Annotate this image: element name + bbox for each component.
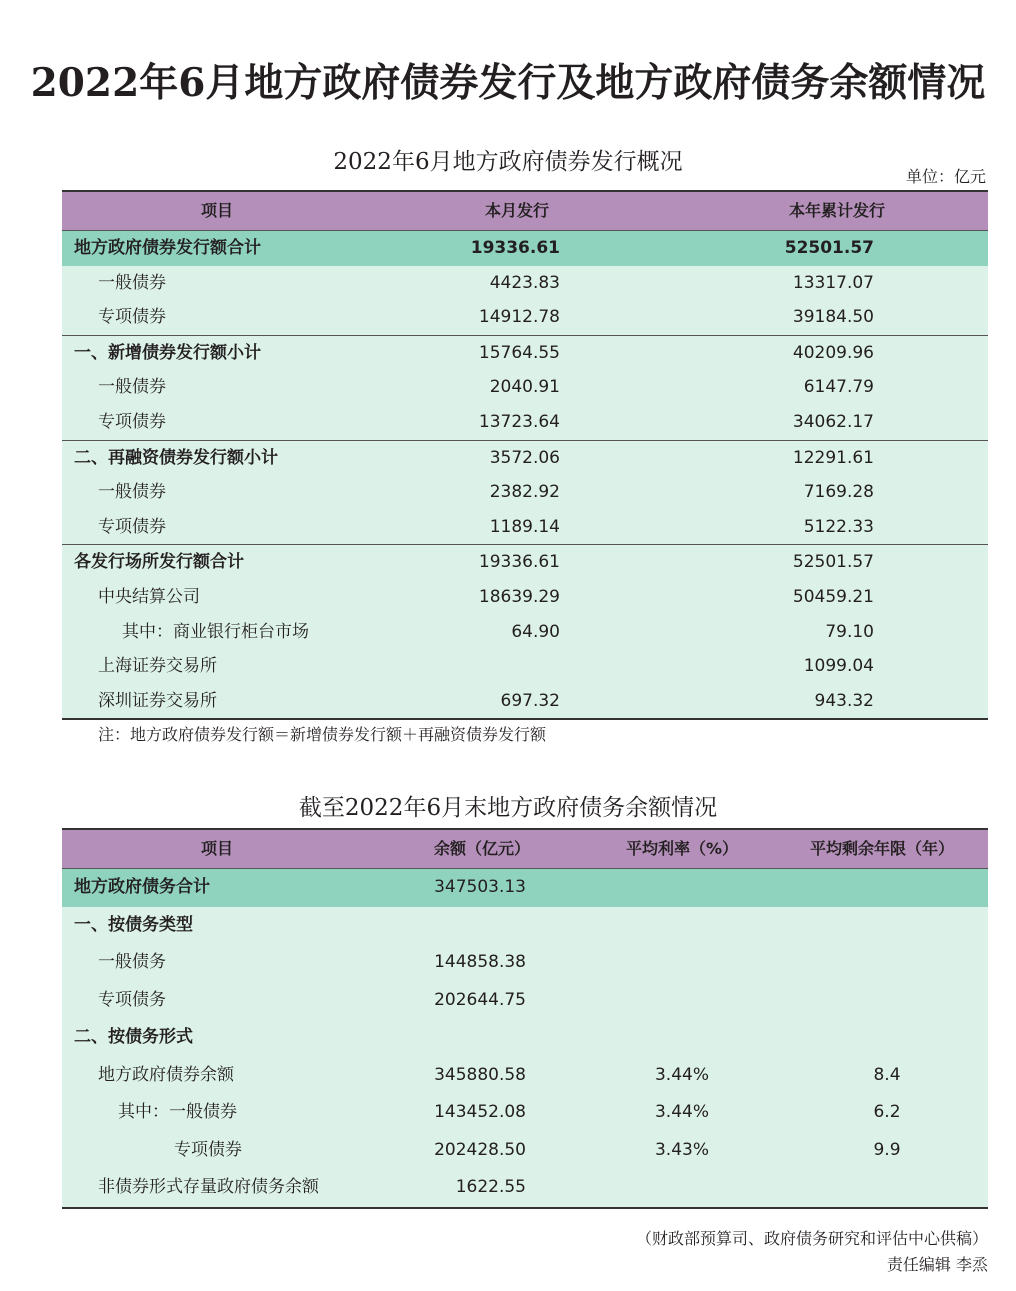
row-label: 一、新增债券发行额小计	[74, 342, 261, 363]
row-years: 9.9	[873, 1139, 901, 1160]
row-rate: 3.44%	[654, 1064, 709, 1085]
row-label: 非债券形式存量政府债务余额	[98, 1177, 319, 1197]
row-ytd: 39184.50	[792, 307, 874, 328]
header-rate: 平均利率（%）	[625, 839, 739, 858]
row-label: 二、再融资债券发行额小计	[74, 447, 278, 468]
row-month: 18639.29	[478, 586, 560, 607]
row-ytd: 7169.28	[803, 482, 874, 503]
row-label: 专项债务	[98, 989, 166, 1010]
row-label: 其中：商业银行柜台市场	[122, 621, 309, 642]
row-ytd: 52501.57	[784, 238, 874, 258]
table-row	[62, 649, 988, 684]
row-amount: 345880.58	[434, 1064, 526, 1085]
row-label: 一、按债务类型	[74, 914, 193, 935]
row-rate: 3.43%	[654, 1139, 709, 1160]
row-month: 697.32	[500, 690, 560, 711]
row-label: 一般债券	[98, 377, 166, 398]
row-label: 二、按债务形式	[74, 1027, 193, 1047]
balance-table-title: 截至2022年6月末地方政府债务余额情况	[298, 795, 718, 821]
table-row	[62, 580, 988, 615]
editor-credit: 责任编辑 李烝	[886, 1255, 988, 1274]
table-row	[62, 510, 988, 545]
table-row	[62, 1169, 988, 1207]
table-note: 注：地方政府债券发行额＝新增债券发行额＋再融资债券发行额	[98, 725, 547, 744]
row-label: 地方政府债券发行额合计	[74, 238, 261, 258]
table-row	[62, 907, 988, 945]
row-month: 19336.61	[470, 238, 560, 258]
page-title: 2022年6月地方政府债券发行及地方政府债务余额情况	[30, 60, 986, 106]
table-row	[62, 615, 988, 650]
header-ytd: 本年累计发行	[788, 201, 885, 220]
issuance-table-title: 2022年6月地方政府债券发行概况	[333, 149, 683, 175]
unit-label: 单位：亿元	[905, 167, 986, 186]
table-row	[62, 231, 988, 266]
table-row	[62, 684, 988, 719]
row-month: 2040.91	[489, 377, 560, 398]
table-row	[62, 266, 988, 301]
table-header	[62, 830, 988, 869]
table-row	[62, 1132, 988, 1170]
row-label: 一般债务	[98, 952, 166, 972]
row-ytd: 6147.79	[803, 377, 874, 398]
row-label: 专项债券	[98, 307, 166, 328]
header-amount: 余额（亿元）	[433, 839, 530, 858]
row-ytd: 40209.96	[792, 342, 874, 363]
issuance-table	[62, 190, 988, 720]
table-row	[62, 982, 988, 1020]
row-ytd: 52501.57	[792, 552, 874, 573]
table-row	[62, 335, 988, 371]
row-month: 1189.14	[489, 516, 560, 537]
header-item: 项目	[200, 201, 233, 220]
table-row	[62, 869, 988, 907]
table-row	[62, 440, 988, 476]
row-amount: 144858.38	[434, 952, 526, 972]
row-label: 深圳证券交易所	[98, 690, 217, 711]
header-years: 平均剩余年限（年）	[809, 839, 954, 858]
row-label: 地方政府债务合计	[74, 877, 210, 897]
header-month: 本月发行	[484, 201, 549, 220]
row-amount: 202644.75	[434, 989, 526, 1010]
row-label: 中央结算公司	[98, 586, 200, 607]
balance-table	[62, 828, 988, 1209]
row-month: 64.90	[511, 621, 560, 642]
table-row	[62, 1094, 988, 1132]
row-amount: 1622.55	[455, 1177, 526, 1197]
table-row	[62, 1057, 988, 1095]
row-month: 14912.78	[478, 307, 560, 328]
row-ytd: 12291.61	[792, 447, 874, 468]
row-label: 一般债券	[98, 482, 166, 503]
header-item: 项目	[200, 839, 233, 858]
table-row	[62, 475, 988, 510]
table-row	[62, 405, 988, 440]
row-month: 4423.83	[489, 272, 560, 293]
row-month: 2382.92	[489, 482, 560, 503]
row-amount: 202428.50	[434, 1139, 526, 1160]
row-label: 各发行场所发行额合计	[74, 552, 244, 573]
row-ytd: 943.32	[814, 690, 874, 711]
row-label: 其中：一般债券	[118, 1102, 237, 1122]
row-ytd: 34062.17	[792, 411, 874, 432]
row-ytd: 5122.33	[803, 516, 874, 537]
row-label: 一般债券	[98, 272, 166, 293]
row-label: 地方政府债券余额	[98, 1064, 234, 1085]
row-amount: 143452.08	[434, 1102, 526, 1122]
row-ytd: 1099.04	[803, 656, 874, 677]
row-month: 13723.64	[478, 411, 560, 432]
row-ytd: 50459.21	[792, 586, 874, 607]
row-month: 3572.06	[489, 447, 560, 468]
row-label: 专项债券	[98, 411, 166, 432]
row-ytd: 79.10	[825, 621, 874, 642]
table-header	[62, 192, 988, 231]
row-years: 6.2	[873, 1102, 901, 1122]
table-row	[62, 944, 988, 982]
source-credit: （财政部预算司、政府债务研究和评估中心供稿）	[635, 1229, 988, 1248]
row-label: 专项债券	[98, 516, 166, 537]
table-row	[62, 1019, 988, 1057]
row-rate: 3.44%	[654, 1102, 709, 1122]
table-row	[62, 300, 988, 335]
row-month: 19336.61	[478, 552, 560, 573]
table-row	[62, 544, 988, 580]
row-label: 专项债券	[174, 1139, 242, 1160]
row-amount: 347503.13	[434, 877, 526, 897]
table-row	[62, 370, 988, 405]
row-ytd: 13317.07	[792, 272, 874, 293]
row-years: 8.4	[873, 1064, 901, 1085]
row-label: 上海证券交易所	[98, 656, 217, 677]
row-month: 15764.55	[478, 342, 560, 363]
